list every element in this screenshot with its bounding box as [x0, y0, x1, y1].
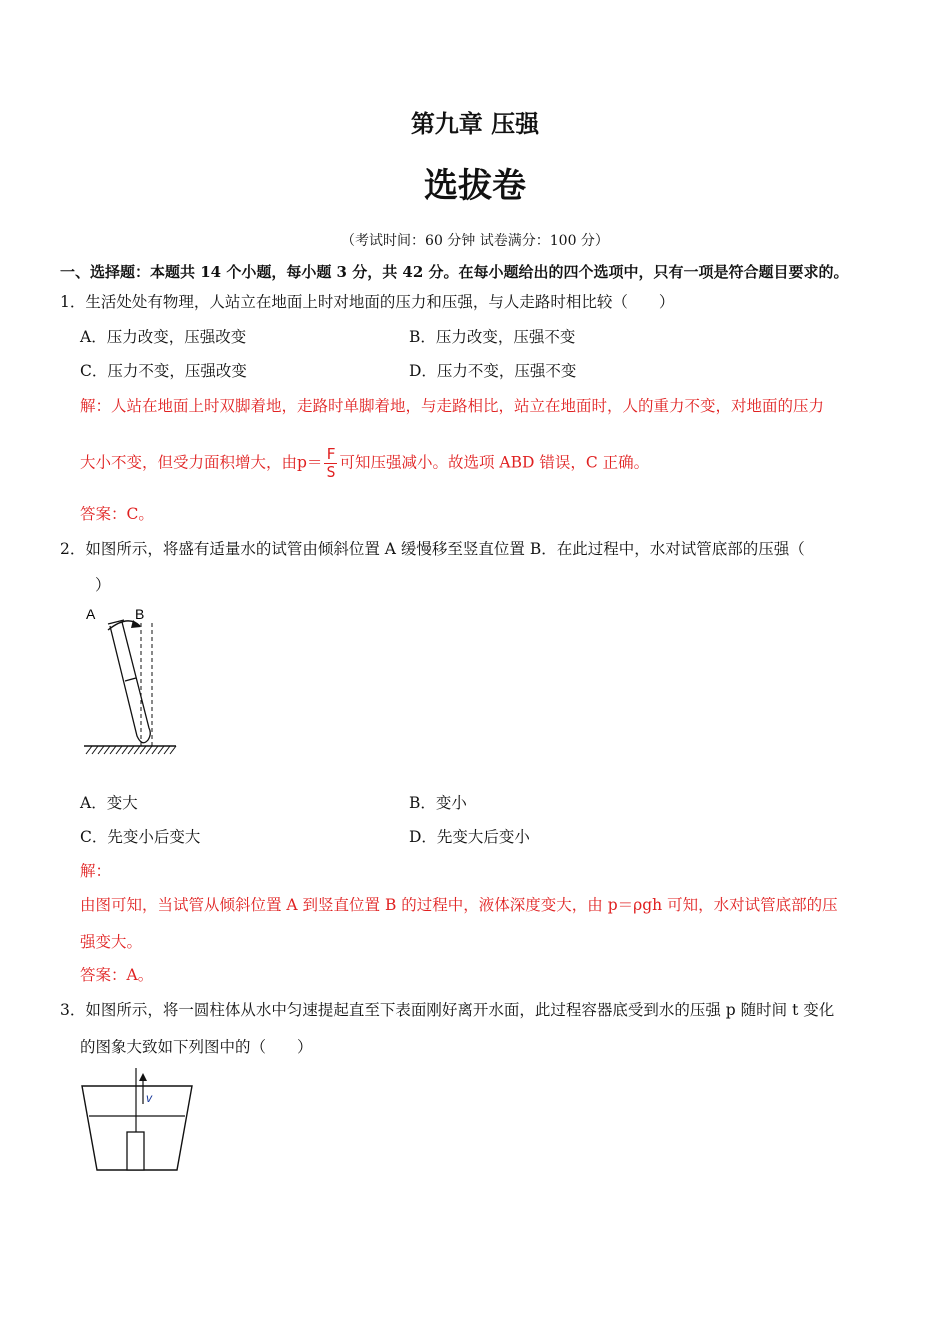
- label-a: A: [86, 606, 96, 622]
- q1-answer: 答案：C。: [80, 505, 154, 523]
- q2-stem-line1: 2．如图所示，将盛有适量水的试管由倾斜位置 A 缓慢移至竖直位置 B．在此过程中，水对试管底部的压强（: [60, 540, 805, 558]
- q1-option-b: B．压力改变，压强不变: [409, 328, 576, 346]
- q1-solution-line1: 解：人站在地面上时双脚着地，走路时单脚着地，与走路相比，站立在地面时，人的重力不变，对地面的压力: [80, 397, 825, 415]
- q1-option-a: A．压力改变，压强改变: [80, 328, 247, 346]
- ground-hatching: [86, 746, 176, 754]
- q1-option-d: D．压力不变，压强不变: [409, 362, 577, 380]
- cylinder-block: [127, 1132, 144, 1170]
- q3-stem-line1: 3．如图所示，将一圆柱体从水中匀速提起直至下表面刚好离开水面，此过程容器底受到水的压强 p 随时间 t 变化: [60, 1001, 835, 1019]
- fraction-numerator: F: [326, 445, 336, 463]
- q1-solution-text-before: 大小不变，但受力面积增大，由p＝: [80, 453, 323, 472]
- chapter-title: 第九章 压强: [410, 109, 540, 138]
- container-figure: [80, 1064, 196, 1174]
- tilted-test-tube: [110, 622, 150, 743]
- q3-stem-line2: 的图象大致如下列图中的（ ）: [80, 1038, 313, 1056]
- water-surface: [125, 678, 136, 681]
- section-heading: 一、选择题：本题共 14 个小题，每小题 3 分，共 42 分。在每小题给出的四个选项中，只有一项是符合题目要求的。: [60, 263, 849, 281]
- exam-meta: （考试时间：60 分钟 试卷满分：100 分）: [341, 233, 609, 249]
- q2-option-b: B．变小: [409, 794, 467, 812]
- q2-option-a: A．变大: [80, 794, 138, 812]
- arrow-up-icon: [139, 1073, 147, 1081]
- q1-option-c: C．压力不变，压强改变: [80, 362, 247, 380]
- velocity-label: v: [146, 1091, 152, 1105]
- main-title: 选拔卷: [424, 166, 526, 206]
- q2-solution-line1: 由图可知，当试管从倾斜位置 A 到竖直位置 B 的过程中，液体深度变大，由 p＝ρgh 可知，水对试管底部的压: [80, 896, 838, 914]
- q1-stem: 1．生活处处有物理，人站立在地面上时对地面的压力和压强，与人走路时相比较（ ）: [60, 293, 675, 311]
- q2-solution-line2: 强变大。: [80, 933, 143, 951]
- q2-solution-head: 解：: [80, 862, 112, 880]
- q2-option-c: C．先变小后变大: [80, 828, 201, 846]
- q1-solution-text-after: 可知压强减小。故选项 ABD 错误，C 正确。: [339, 453, 650, 472]
- q2-answer: 答案：A。: [80, 966, 154, 984]
- q1-solution-line2: [80, 446, 649, 481]
- q2-option-d: D．先变大后变小: [409, 828, 530, 846]
- q2-stem-line2: ）: [95, 576, 111, 594]
- label-b: B: [135, 606, 145, 622]
- test-tube-figure: [80, 600, 180, 760]
- pressure-fraction: [324, 446, 337, 481]
- fraction-denominator: S: [326, 463, 336, 481]
